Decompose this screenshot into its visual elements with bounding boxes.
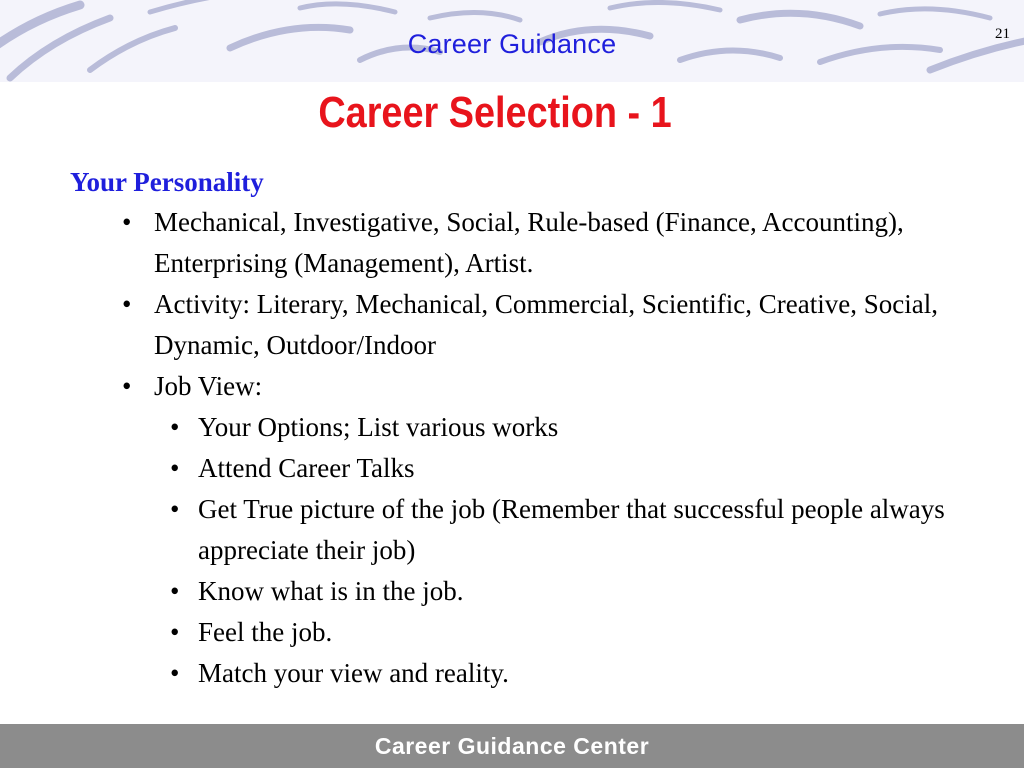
footer-text: Career Guidance Center (374, 733, 650, 759)
header-band (0, 0, 1024, 82)
footer-bar (0, 724, 1024, 768)
bullet-icon: • (170, 576, 180, 606)
bullet-icon: • (170, 658, 180, 688)
bullet-icon: • (122, 207, 132, 237)
sub-bullet-text: Get True picture of the job (Remember that successful people always appreciate their job) (198, 494, 945, 565)
sub-bullet-text: Your Options; List various works (198, 412, 559, 442)
slide-title: Career Selection - 1 (318, 88, 672, 137)
sub-list-item (152, 653, 970, 694)
sub-bullet-text: Attend Career Talks (198, 453, 415, 483)
sub-bullet-text: Match your view and reality. (198, 658, 509, 688)
header-title: Career Guidance (407, 29, 617, 59)
slide-body (70, 164, 970, 694)
sub-bullet-text: Know what is in the job. (198, 576, 464, 606)
sub-list-item (152, 612, 970, 653)
bullet-icon: • (170, 453, 180, 483)
page-number: 21 (995, 26, 1010, 42)
sub-bullet-list (154, 407, 970, 694)
bullet-icon: • (170, 412, 180, 442)
bullet-icon: • (170, 494, 180, 524)
sub-list-item (152, 407, 970, 448)
bullet-icon: • (122, 289, 132, 319)
sub-list-item (152, 489, 970, 571)
sub-bullet-text: Feel the job. (198, 617, 333, 647)
bullet-text: Mechanical, Investigative, Social, Rule-based (Finance, Accounting), Enterprising (Management), Artist. (154, 207, 904, 278)
list-item (70, 366, 970, 694)
sub-list-item (152, 571, 970, 612)
list-item (70, 202, 970, 284)
bullet-icon: • (170, 617, 180, 647)
bullet-text: Job View: (154, 371, 263, 401)
bullet-text: Activity: Literary, Mechanical, Commercial, Scientific, Creative, Social, Dynamic, Outdoor/Indoor (154, 289, 938, 360)
section-heading: Your Personality (70, 167, 264, 197)
sub-list-item (152, 448, 970, 489)
bullet-list (70, 202, 970, 694)
bullet-icon: • (122, 371, 132, 401)
list-item (70, 284, 970, 366)
